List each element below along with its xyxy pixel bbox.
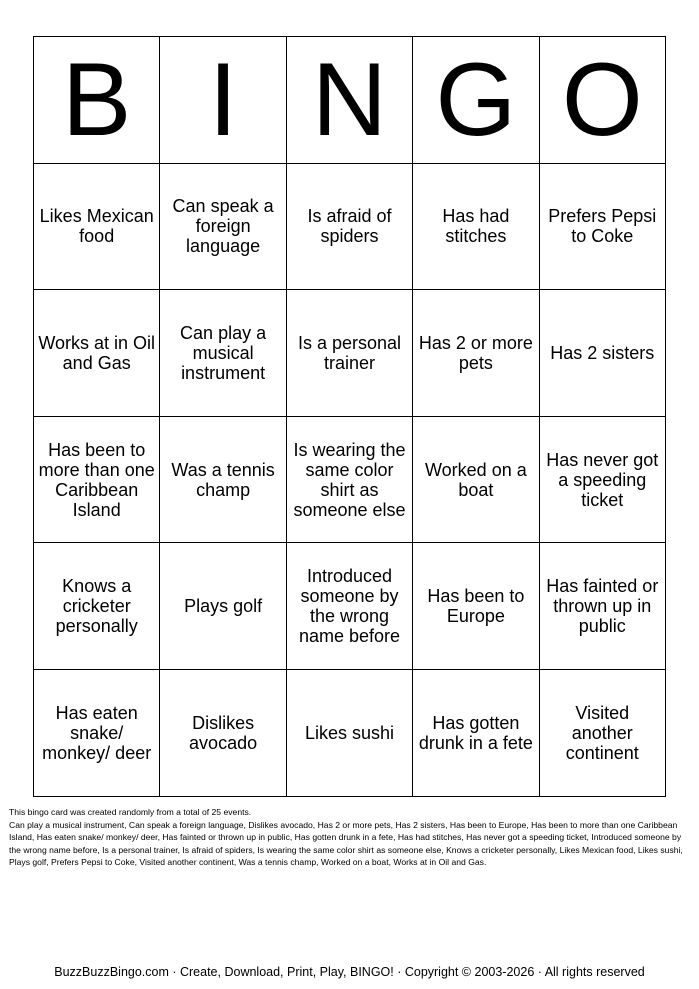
bingo-cell: Works at in Oil and Gas [34,290,160,417]
footer-copyright: BuzzBuzzBingo.com · Create, Download, Print, Play, BINGO! · Copyright © 2003-2026 · All rights reserved [54,965,645,979]
bingo-cell: Has been to more than one Caribbean Island [34,416,160,543]
bingo-cell: Likes sushi [286,669,412,796]
bingo-row [34,290,666,417]
bingo-cell: Introduced someone by the wrong name before [286,543,412,670]
info-summary: This bingo card was created randomly from a total of 25 events. [9,807,252,817]
bingo-cell: Is afraid of spiders [286,163,412,290]
bingo-cell: Dislikes avocado [160,669,286,796]
bingo-cell: Plays golf [160,543,286,670]
bingo-cell: Visited another continent [539,669,665,796]
bingo-row [34,669,666,796]
bingo-cell: Has never got a speeding ticket [539,416,665,543]
bingo-card [33,36,666,797]
header-letter-b: B [34,37,160,164]
header-letter-n: N [286,37,412,164]
bingo-cell: Prefers Pepsi to Coke [539,163,665,290]
bingo-row [34,543,666,670]
bingo-cell: Is wearing the same color shirt as someone else [286,416,412,543]
header-letter-i: I [160,37,286,164]
bingo-cell: Worked on a boat [413,416,539,543]
bingo-cell: Likes Mexican food [34,163,160,290]
bingo-header-row [34,37,666,164]
bingo-cell: Has 2 sisters [539,290,665,417]
bingo-cell: Can speak a foreign language [160,163,286,290]
bingo-cell: Knows a cricketer personally [34,543,160,670]
bingo-row [34,416,666,543]
bingo-cell: Has gotten drunk in a fete [413,669,539,796]
bingo-cell: Can play a musical instrument [160,290,286,417]
bingo-row [34,163,666,290]
card-info [9,806,691,869]
bingo-cell: Has fainted or thrown up in public [539,543,665,670]
header-letter-o: O [539,37,665,164]
bingo-cell: Is a personal trainer [286,290,412,417]
bingo-cell: Was a tennis champ [160,416,286,543]
header-letter-g: G [413,37,539,164]
bingo-cell: Has 2 or more pets [413,290,539,417]
bingo-cell: Has been to Europe [413,543,539,670]
info-event-list: Can play a musical instrument, Can speak a foreign language, Dislikes avocado, Has 2 or more pets, Has 2 sisters, Has been to Europe, Has been to more than one Caribbean Island, Has eaten snake/ monkey/ deer, Has fainted or thrown up in public, Has gotten drunk in a fete, Has had stitches, Has never got a speeding ticket, Introduced someone by the wrong name before, Is a personal trainer, Is afraid of spiders, Is wearing the same color shirt as someone else, Knows a cricketer personally, Likes Mexican food, Likes sushi, Plays golf, Prefers Pepsi to Coke, Visited another continent, Was a tennis champ, Worked on a boat, Works at in Oil and Gas. [9,819,683,867]
bingo-cell: Has had stitches [413,163,539,290]
bingo-cell: Has eaten snake/ monkey/ deer [34,669,160,796]
